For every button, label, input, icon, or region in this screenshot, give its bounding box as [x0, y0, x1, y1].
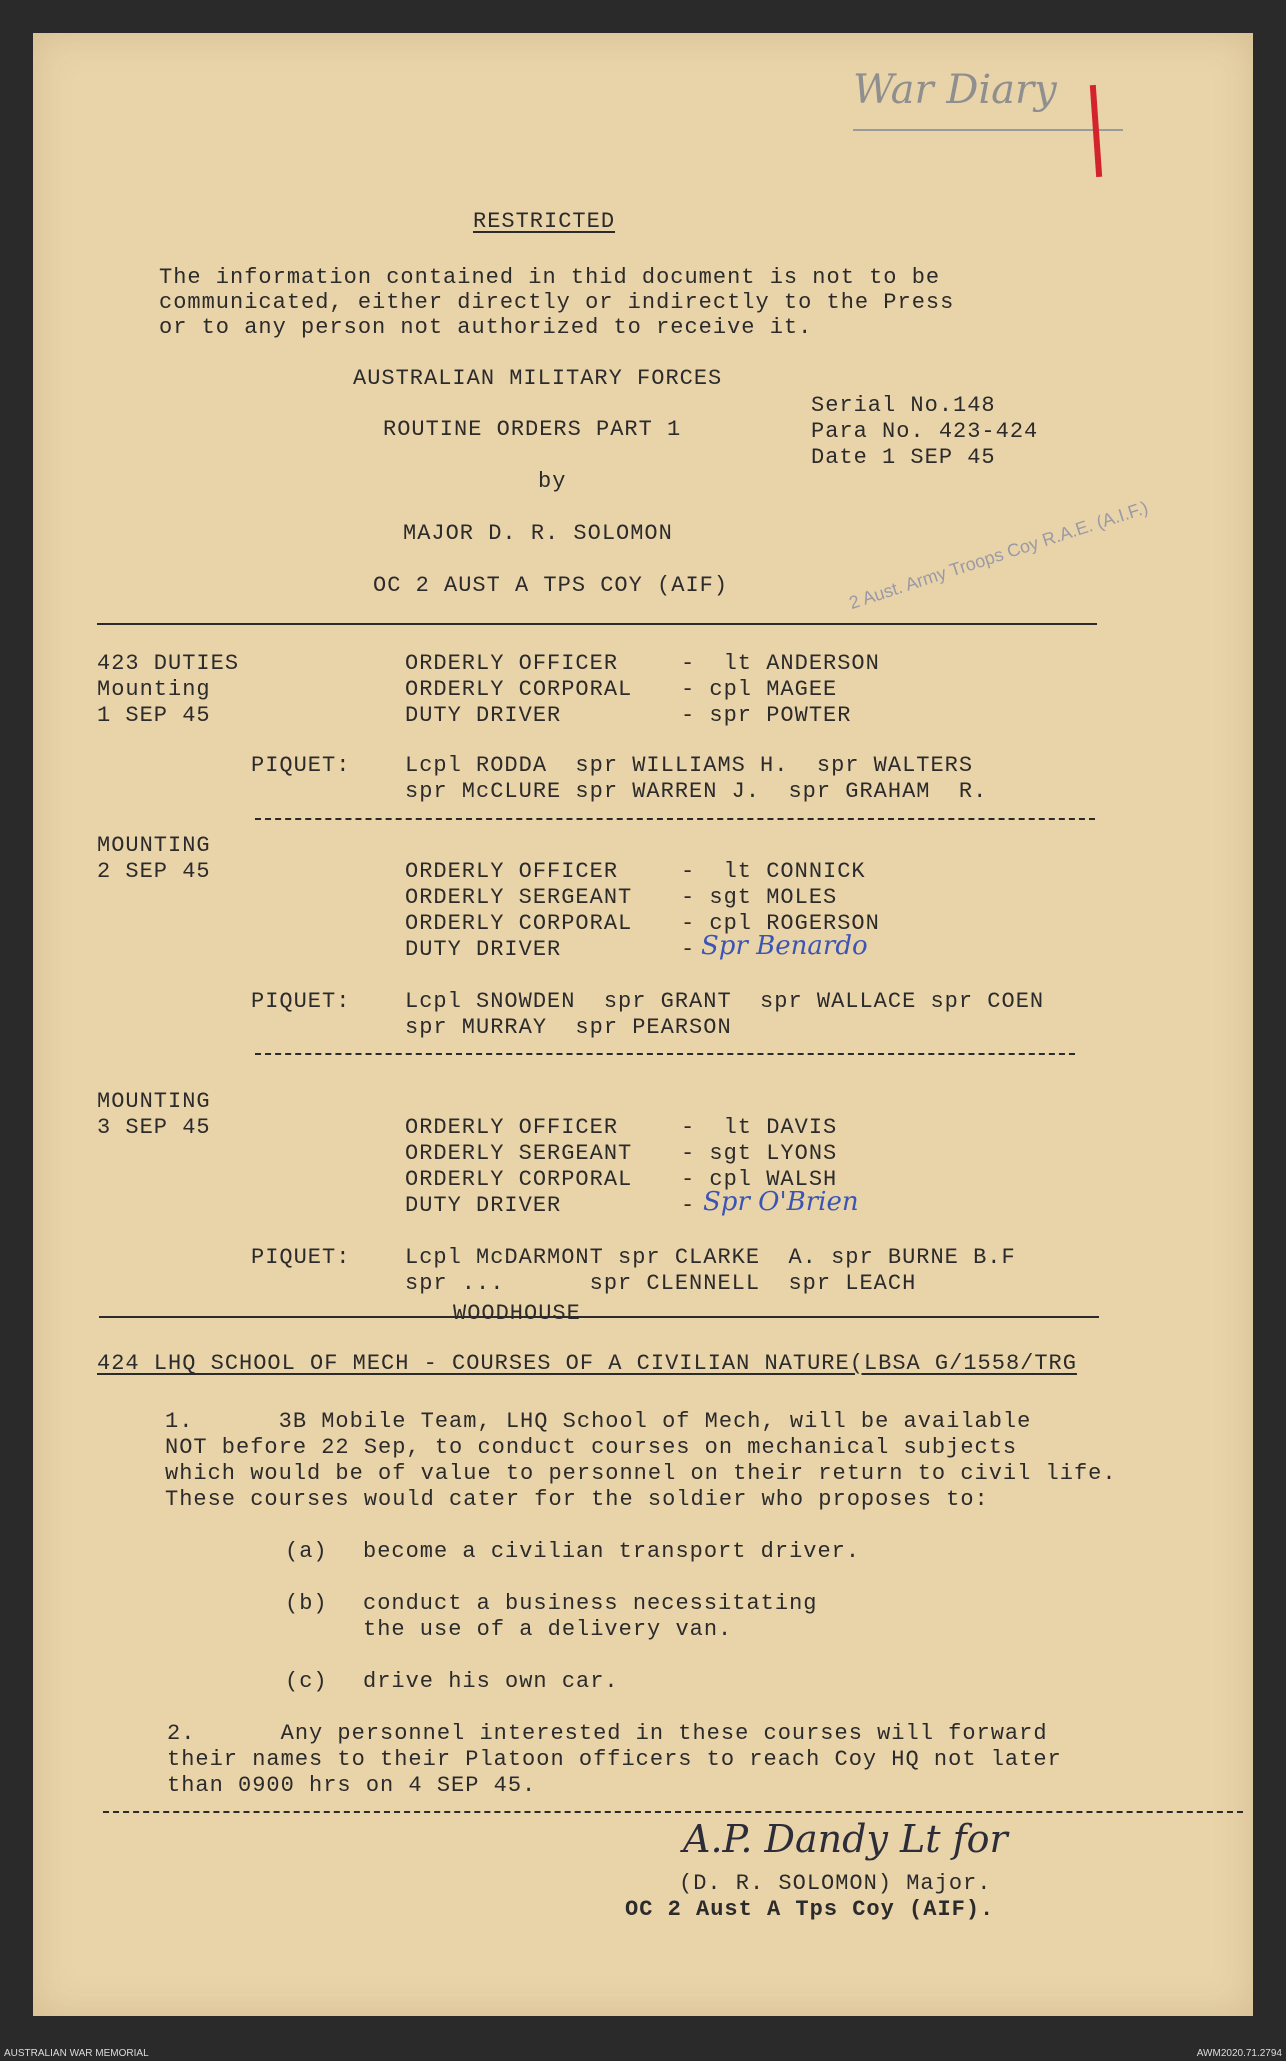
handwritten-driver: Spr O'Brien — [703, 1187, 859, 1217]
block2-label-1: MOUNTING — [97, 833, 211, 858]
officer-name: MAJOR D. R. SOLOMON — [403, 521, 673, 546]
block3-label-2: 3 SEP 45 — [97, 1115, 211, 1140]
duty-role: ORDERLY SERGEANT — [405, 1141, 633, 1166]
unit-stamp: 2 Aust. Army Troops Coy R.A.E. (A.I.F.) — [846, 497, 1151, 614]
by-line: by — [538, 469, 567, 494]
piquet-label: PIQUET: — [251, 1245, 351, 1270]
duty-name: - — [681, 937, 696, 962]
piquet-line: Lcpl RODDA spr WILLIAMS H. spr WALTERS — [405, 753, 974, 778]
footer-credit: AUSTRALIAN WAR MEMORIAL — [4, 2048, 149, 2059]
block-separator — [255, 818, 1095, 820]
signatory-name: (D. R. SOLOMON) Major. — [679, 1871, 992, 1896]
orders-title: ROUTINE ORDERS PART 1 — [383, 417, 682, 442]
duty-role: DUTY DRIVER — [405, 1193, 562, 1218]
duty-role: ORDERLY CORPORAL — [405, 1167, 633, 1192]
piquet-line: Lcpl SNOWDEN spr GRANT spr WALLACE spr COEN — [405, 989, 1045, 1014]
section-424-title: 424 LHQ SCHOOL OF MECH - COURSES OF A CIVILIAN NATURE(LBSA G/1558/TRG — [97, 1351, 1077, 1376]
block1-label-1: 423 DUTIES — [97, 651, 240, 676]
block3-label-1: MOUNTING — [97, 1089, 211, 1114]
duty-role: DUTY DRIVER — [405, 937, 562, 962]
red-pencil-mark — [1090, 85, 1102, 177]
paragraph-1-line: These courses would cater for the soldier who proposes to: — [165, 1487, 989, 1512]
para-number: Para No. 423-424 — [811, 419, 1039, 444]
piquet-line: spr ... spr CLENNELL spr LEACH — [405, 1271, 917, 1296]
duty-name: - cpl WALSH — [681, 1167, 838, 1192]
serial-number: Serial No.148 — [811, 393, 996, 418]
list-item-text: the use of a delivery van. — [363, 1617, 733, 1642]
piquet-line: spr McCLURE spr WARREN J. spr GRAHAM R. — [405, 779, 988, 804]
paragraph-2-line: 2. Any personnel interested in these courses will forward — [167, 1721, 1048, 1746]
list-item-key: (b) — [285, 1591, 328, 1616]
restricted-heading: RESTRICTED — [473, 209, 616, 234]
duty-role: ORDERLY SERGEANT — [405, 885, 633, 910]
list-item-text: drive his own car. — [363, 1669, 619, 1694]
duty-role: ORDERLY CORPORAL — [405, 677, 633, 702]
list-item-text: become a civilian transport driver. — [363, 1539, 861, 1564]
duty-role: ORDERLY OFFICER — [405, 859, 619, 884]
section-rule — [99, 1316, 1099, 1318]
notice-line-2: communicated, either directly or indirectly to the Press — [159, 290, 955, 315]
piquet-label: PIQUET: — [251, 753, 351, 778]
piquet-label: PIQUET: — [251, 989, 351, 1014]
duty-name: - cpl MAGEE — [681, 677, 838, 702]
list-item-key: (c) — [285, 1669, 328, 1694]
block1-label-3: 1 SEP 45 — [97, 703, 211, 728]
block1-label-2: Mounting — [97, 677, 211, 702]
notice-line-1: The information contained in thid document is not to be — [159, 265, 941, 290]
notice-line-3: or to any person not authorized to receive it. — [159, 315, 813, 340]
block-separator — [255, 1053, 1075, 1055]
duty-role: ORDERLY CORPORAL — [405, 911, 633, 936]
duty-name: - spr POWTER — [681, 703, 852, 728]
block2-label-2: 2 SEP 45 — [97, 859, 211, 884]
paragraph-2-line: their names to their Platoon officers to reach Coy HQ not later — [167, 1747, 1062, 1772]
pencil-underline — [853, 129, 1123, 131]
piquet-extra-name: WOODHOUSE — [453, 1301, 581, 1326]
duty-name: - lt CONNICK — [681, 859, 866, 884]
duty-name: - lt DAVIS — [681, 1115, 838, 1140]
header-rule — [97, 623, 1097, 625]
unit-name: OC 2 AUST A TPS COY (AIF) — [373, 573, 729, 598]
footer-accession: AWM2020.71.2794 — [1196, 2048, 1282, 2059]
war-diary-note: War Diary — [853, 67, 1057, 113]
signatory-unit: OC 2 Aust A Tps Coy (AIF). — [625, 1897, 995, 1922]
duty-role: ORDERLY OFFICER — [405, 651, 619, 676]
duty-name: - — [681, 1193, 696, 1218]
duty-name: - lt ANDERSON — [681, 651, 880, 676]
paragraph-1-line: 1. 3B Mobile Team, LHQ School of Mech, will be available — [165, 1409, 1032, 1434]
piquet-line: spr MURRAY spr PEARSON — [405, 1015, 732, 1040]
duty-role: ORDERLY OFFICER — [405, 1115, 619, 1140]
document-page — [33, 33, 1253, 2016]
list-item-key: (a) — [285, 1539, 328, 1564]
handwritten-driver: Spr Benardo — [701, 931, 868, 961]
paragraph-1-line: NOT before 22 Sep, to conduct courses on mechanical subjects — [165, 1435, 1018, 1460]
duty-role: DUTY DRIVER — [405, 703, 562, 728]
signature-rule — [103, 1811, 1243, 1813]
force-title: AUSTRALIAN MILITARY FORCES — [353, 366, 723, 391]
list-item-text: conduct a business necessitating — [363, 1591, 818, 1616]
paragraph-2-line: than 0900 hrs on 4 SEP 45. — [167, 1773, 537, 1798]
piquet-line: Lcpl McDARMONT spr CLARKE A. spr BURNE B.F — [405, 1245, 1016, 1270]
duty-name: - sgt MOLES — [681, 885, 838, 910]
order-date: Date 1 SEP 45 — [811, 445, 996, 470]
signature: A.P. Dandy Lt for — [683, 1817, 1008, 1861]
duty-name: - sgt LYONS — [681, 1141, 838, 1166]
paragraph-1-line: which would be of value to personnel on their return to civil life. — [165, 1461, 1117, 1486]
duty-name: - cpl ROGERSON — [681, 911, 880, 936]
